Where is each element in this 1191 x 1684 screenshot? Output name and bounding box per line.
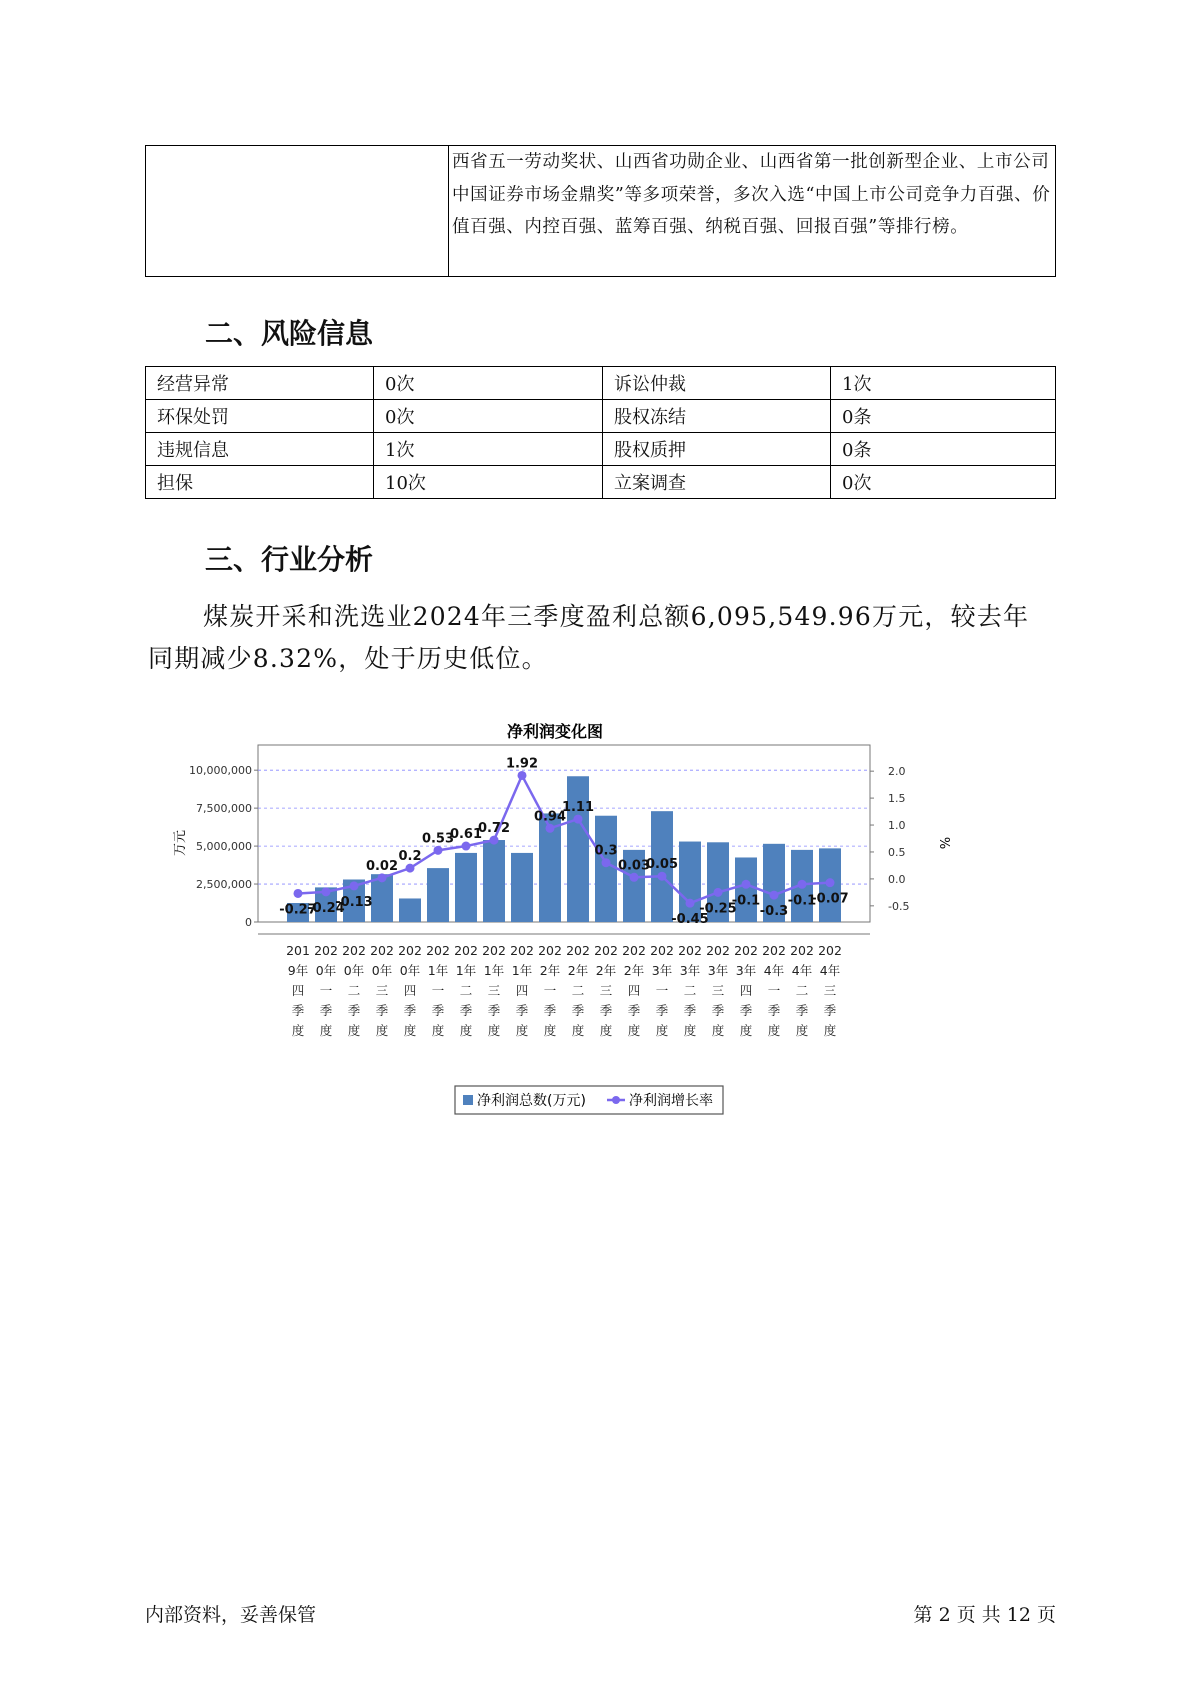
x-tick-label: 度 [431,1023,445,1038]
right-tick-label: -0.5 [888,899,910,913]
legend-label-line: 净利润增长率 [629,1093,713,1109]
growth-data-label: -0.25 [699,901,737,917]
x-tick-label: 一 [543,983,557,998]
x-tick-label: 202 [650,943,674,958]
risk-label: 股权冻结 [603,400,831,433]
growth-point [602,858,611,867]
growth-data-label: 0.03 [617,858,651,874]
growth-point [434,846,443,855]
growth-point [518,771,527,780]
x-tick-label: 三 [823,983,837,998]
x-tick-label: 一 [767,983,781,998]
risk-row [146,400,1056,433]
x-tick-label: 2年 [567,963,589,978]
left-tick-label: 0 [245,916,252,929]
honor-text: 西省五一劳动奖状、山西省功勋企业、山西省第一批创新型企业、上市公司中国证券市场金鼎奖”等多项荣誉，多次入选“中国上市公司竞争力百强、价值百强、内控百强、蓝筹百强、纳税百强、回报百强”等排行榜。 [449,146,1056,277]
growth-data-label: 0.05 [645,857,679,873]
bar [567,776,589,922]
bar [679,842,701,922]
section-title-risk: 二、风险信息 [205,317,374,350]
x-tick-label: 季 [795,1003,809,1018]
growth-data-label: 0.72 [477,821,511,837]
risk-value: 1次 [831,367,1056,400]
x-tick-label: 9年 [287,963,309,978]
x-tick-label: 二 [795,983,809,998]
x-tick-label: 2年 [539,963,561,978]
x-tick-label: 度 [403,1023,417,1038]
x-tick-label: 季 [515,1003,529,1018]
risk-value: 0次 [831,466,1056,499]
x-tick-label: 202 [482,943,506,958]
growth-data-label: 0.94 [533,809,567,825]
x-tick-label: 202 [678,943,702,958]
x-tick-label: 202 [566,943,590,958]
growth-point [406,864,415,873]
right-axis-label: % [936,836,951,850]
x-tick-label: 202 [594,943,618,958]
x-tick-label: 1年 [511,963,533,978]
x-tick-label: 度 [319,1023,333,1038]
x-tick-label: 季 [347,1003,361,1018]
x-tick-label: 季 [655,1003,669,1018]
footer-left: 内部资料，妥善保管 [145,1604,317,1626]
x-tick-label: 202 [398,943,422,958]
x-tick-label: 季 [319,1003,333,1018]
growth-data-label: -0.13 [335,894,373,910]
x-tick-label: 度 [655,1023,669,1038]
x-tick-label: 1年 [455,963,477,978]
x-tick-label: 四 [403,983,417,998]
x-tick-label: 季 [431,1003,445,1018]
x-tick-label: 度 [711,1023,725,1038]
x-tick-label: 季 [375,1003,389,1018]
growth-data-label: 0.3 [594,843,618,859]
x-tick-label: 度 [627,1023,641,1038]
bar [511,853,533,922]
growth-data-label: 1.11 [561,800,595,816]
right-tick-label: 1.0 [888,819,906,833]
growth-data-label: 0.53 [421,831,455,847]
right-tick-label: 0.5 [888,845,906,859]
risk-row [146,466,1056,499]
x-tick-label: 3年 [707,963,729,978]
risk-table [145,366,1056,499]
x-tick-label: 4年 [791,963,813,978]
x-tick-label: 三 [487,983,501,998]
growth-point [630,873,639,882]
growth-point [714,888,723,897]
x-tick-label: 四 [291,983,305,998]
x-tick-label: 201 [286,943,310,958]
chart-title: 净利润变化图 [506,722,604,741]
x-tick-label: 202 [538,943,562,958]
x-tick-label: 1年 [483,963,505,978]
bar [427,868,449,922]
risk-label: 经营异常 [146,367,374,400]
right-tick-label: 2.0 [888,765,906,779]
x-tick-label: 一 [655,983,669,998]
x-tick-label: 四 [627,983,641,998]
growth-data-label: 0.02 [365,858,399,874]
risk-value: 0次 [374,400,603,433]
x-tick-label: 度 [487,1023,501,1038]
bar [735,857,757,922]
legend-label-bar: 净利润总数(万元) [477,1093,586,1109]
x-tick-label: 2年 [623,963,645,978]
x-tick-label: 季 [767,1003,781,1018]
growth-data-label: -0.07 [811,891,849,907]
risk-value: 0条 [831,400,1056,433]
x-tick-label: 202 [314,943,338,958]
risk-value: 10次 [374,466,603,499]
left-tick-label: 10,000,000 [189,764,252,778]
bar [399,898,421,922]
x-tick-label: 季 [627,1003,641,1018]
x-tick-label: 0年 [371,963,393,978]
x-tick-label: 202 [454,943,478,958]
x-tick-label: 二 [571,983,585,998]
x-tick-label: 季 [403,1003,417,1018]
growth-point [322,887,331,896]
risk-label: 立案调查 [603,466,831,499]
x-tick-label: 度 [767,1023,781,1038]
growth-point [658,872,667,881]
growth-data-label: -0.1 [731,893,761,909]
x-tick-label: 度 [375,1023,389,1038]
growth-data-label: -0.24 [307,900,345,916]
growth-point [490,836,499,845]
risk-label: 担保 [146,466,374,499]
legend-swatch-bar [463,1095,473,1105]
growth-point [770,891,779,900]
growth-point [574,815,583,824]
growth-point [350,881,359,890]
x-tick-label: 季 [459,1003,473,1018]
growth-point [826,878,835,887]
x-tick-label: 4年 [819,963,841,978]
left-tick-label: 2,500,000 [196,878,252,892]
x-tick-label: 3年 [651,963,673,978]
x-tick-label: 0年 [399,963,421,978]
x-tick-label: 202 [370,943,394,958]
risk-row [146,367,1056,400]
risk-label: 环保处罚 [146,400,374,433]
x-tick-label: 202 [510,943,534,958]
growth-data-label: 0.61 [449,827,483,843]
right-tick-label: 1.5 [888,792,906,806]
x-tick-label: 二 [459,983,473,998]
x-tick-label: 度 [347,1023,361,1038]
x-tick-label: 202 [790,943,814,958]
x-tick-label: 三 [711,983,725,998]
growth-point [546,824,555,833]
x-tick-label: 0年 [315,963,337,978]
risk-row [146,433,1056,466]
x-tick-label: 季 [571,1003,585,1018]
bar [595,816,617,922]
risk-label: 诉讼仲裁 [603,367,831,400]
bar [455,853,477,922]
x-tick-label: 2年 [595,963,617,978]
x-tick-label: 4年 [763,963,785,978]
x-tick-label: 0年 [343,963,365,978]
risk-value: 0条 [831,433,1056,466]
growth-point [798,880,807,889]
x-tick-label: 一 [319,983,333,998]
x-tick-label: 度 [291,1023,305,1038]
x-tick-label: 二 [347,983,361,998]
growth-data-label: 1.92 [505,756,539,772]
growth-data-label: 0.2 [398,849,422,865]
x-tick-label: 度 [739,1023,753,1038]
risk-value: 1次 [374,433,603,466]
net-profit-chart [173,715,1020,1165]
x-tick-label: 季 [683,1003,697,1018]
x-tick-label: 3年 [679,963,701,978]
x-tick-label: 202 [734,943,758,958]
x-tick-label: 度 [459,1023,473,1038]
risk-value: 0次 [374,367,603,400]
x-tick-label: 二 [683,983,697,998]
x-tick-label: 1年 [427,963,449,978]
x-tick-label: 3年 [735,963,757,978]
x-tick-label: 季 [487,1003,501,1018]
x-tick-label: 一 [431,983,445,998]
footer-page-number: 第 2 页 共 12 页 [913,1604,1056,1626]
growth-data-label: -0.45 [671,912,709,928]
x-tick-label: 度 [599,1023,613,1038]
bar [483,840,505,922]
x-tick-label: 四 [739,983,753,998]
x-tick-label: 202 [818,943,842,958]
growth-point [294,889,303,898]
x-tick-label: 度 [571,1023,585,1038]
growth-data-label: -0.27 [279,902,317,918]
left-tick-label: 7,500,000 [196,802,252,816]
x-tick-label: 季 [543,1003,557,1018]
growth-data-label: -0.3 [759,904,789,920]
x-tick-label: 季 [739,1003,753,1018]
industry-paragraph: 煤炭开采和洗选业2024年三季度盈利总额6,095,549.96万元，较去年同期减少8.32%，处于历史低位。 [148,602,1030,673]
legend-swatch-point [612,1096,620,1104]
growth-point [462,842,471,851]
x-tick-label: 202 [426,943,450,958]
x-tick-label: 三 [375,983,389,998]
growth-data-label: -0.1 [787,893,817,909]
left-tick-label: 5,000,000 [196,840,252,854]
growth-point [686,899,695,908]
risk-label: 违规信息 [146,433,374,466]
risk-label: 股权质押 [603,433,831,466]
x-tick-label: 季 [599,1003,613,1018]
x-tick-label: 度 [795,1023,809,1038]
honor-table [145,145,1056,277]
x-tick-label: 度 [683,1023,697,1038]
x-tick-label: 三 [599,983,613,998]
x-tick-label: 202 [622,943,646,958]
x-tick-label: 度 [543,1023,557,1038]
x-tick-label: 202 [342,943,366,958]
x-tick-label: 季 [823,1003,837,1018]
x-tick-label: 202 [706,943,730,958]
right-tick-label: 0.0 [888,872,906,886]
x-tick-label: 度 [515,1023,529,1038]
x-tick-label: 季 [291,1003,305,1018]
growth-point [742,880,751,889]
left-axis-label: 万元 [173,829,188,857]
section-title-industry: 三、行业分析 [205,543,374,576]
growth-point [378,873,387,882]
x-tick-label: 202 [762,943,786,958]
x-tick-label: 四 [515,983,529,998]
honor-table-empty-cell [146,146,449,277]
x-tick-label: 季 [711,1003,725,1018]
x-tick-label: 度 [823,1023,837,1038]
